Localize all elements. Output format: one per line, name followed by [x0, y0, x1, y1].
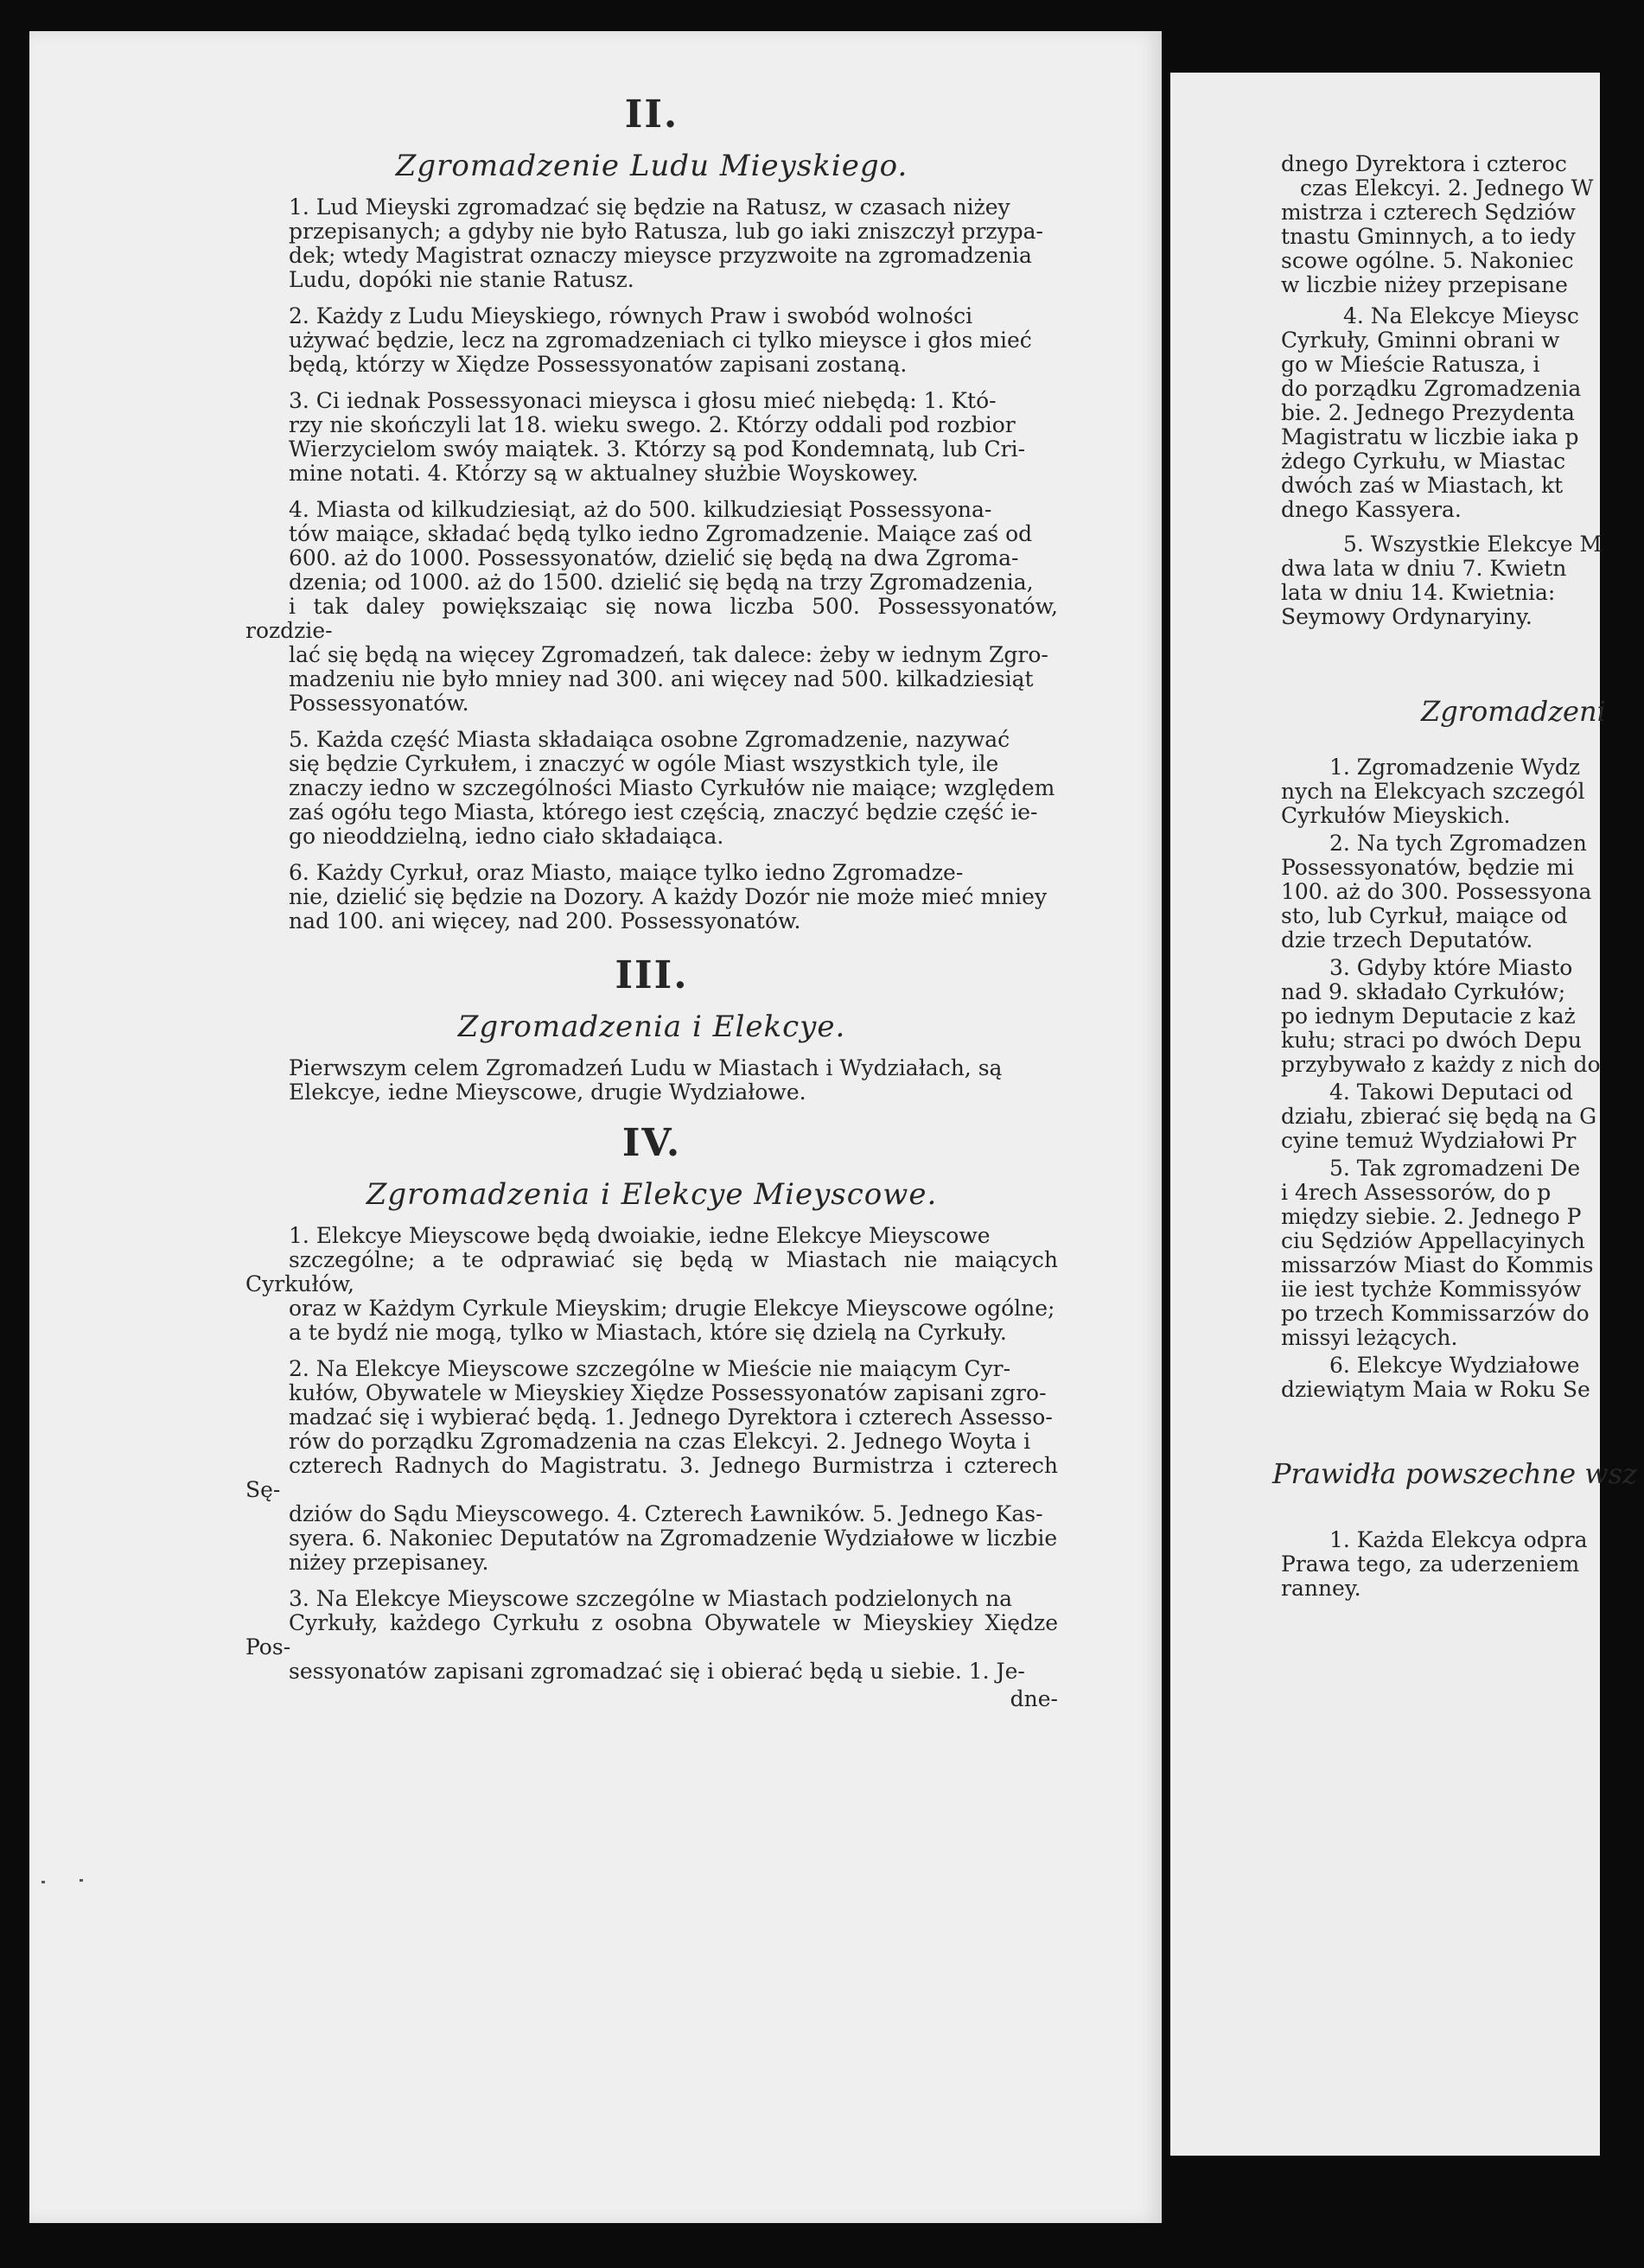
- text-line: 3. Gdyby które Miasto: [1329, 955, 1573, 980]
- text-line: nych na Elekcyach szczegól: [1281, 779, 1585, 804]
- text-line: missyi leżących.: [1281, 1325, 1458, 1350]
- text-line: madzać się i wybierać będą. 1. Jednego Dyrektora i czterech Assesso-: [289, 1405, 1053, 1430]
- text-line: dnego Dyrektora i czteroc: [1281, 151, 1567, 176]
- text-line: tnastu Gminnych, a to iedy: [1281, 224, 1576, 249]
- text-line: lać się będą na więcey Zgromadzeń, tak dalece: żeby w iednym Zgro-: [289, 642, 1048, 667]
- text-line: 2. Każdy z Ludu Mieyskiego, równych Praw i swobód wolności: [289, 303, 973, 328]
- text-block: [1281, 1354, 1644, 1402]
- text-line: będą, którzy w Xiędze Possessyonatów zapisani zostaną.: [289, 352, 908, 377]
- text-line: rów do porządku Zgromadzenia na czas Elekcyi. 2. Jednego Woyta i: [289, 1429, 1031, 1454]
- right-text-column: [1272, 73, 1644, 1601]
- text-line: 4. Miasta od kilkudziesiąt, aż do 500. kilkudziesiąt Possessyona-: [289, 497, 992, 522]
- text-line: sto, lub Cyrkuł, maiące od: [1281, 903, 1568, 928]
- text-line: Pierwszym celem Zgromadzeń Ludu w Miastach i Wydziałach, są: [289, 1055, 1003, 1080]
- text-line: iie iest tychże Kommissyów: [1281, 1277, 1582, 1302]
- paragraph: [245, 1056, 1058, 1105]
- text-line: po trzech Kommissarzów do: [1281, 1301, 1590, 1326]
- text-line: mistrza i czterech Sędziów: [1281, 200, 1576, 225]
- text-block: [1281, 1080, 1644, 1153]
- text-line: Ludu, dopóki nie stanie Ratusz.: [289, 267, 634, 292]
- text-line: go nieoddzielną, iedno ciało składaiąca.: [289, 824, 724, 849]
- text-line: cyine temuż Wydziałowi Pr: [1281, 1128, 1577, 1153]
- text-line: 1. Każda Elekcya odpra: [1329, 1527, 1588, 1552]
- paragraph: [245, 728, 1058, 849]
- text-line: żdego Cyrkułu, w Miastac: [1281, 449, 1566, 474]
- text-line: kułu; straci po dwóch Depu: [1281, 1028, 1582, 1053]
- paragraph: [245, 1587, 1058, 1684]
- text-line: Magistratu w liczbie iaka p: [1281, 424, 1579, 449]
- paragraph: [245, 389, 1058, 486]
- text-line: przybywało z każdy z nich do: [1281, 1052, 1601, 1077]
- text-line: scowe ogólne. 5. Nakoniec: [1281, 248, 1574, 273]
- text-line: 5. Tak zgromadzeni De: [1329, 1156, 1581, 1181]
- text-line: 3. Ci iednak Possessyonaci mieysca i głosu mieć niebędą: 1. Któ-: [289, 388, 997, 413]
- catchword: dne-: [1010, 1686, 1058, 1711]
- text-line: a te bydź nie mogą, tylko w Miastach, które się dzielą na Cyrkuły.: [289, 1320, 1007, 1345]
- text-line: 6. Każdy Cyrkuł, oraz Miasto, maiące tylko iedno Zgromadze-: [289, 860, 964, 885]
- section-title: Prawidła powszechne wsz: [1272, 1457, 1637, 1490]
- paragraph: [245, 1357, 1058, 1575]
- right-page: [1170, 73, 1637, 2156]
- text-line: mine notati. 4. Którzy są w aktualney służbie Woyskowey.: [289, 461, 919, 486]
- text-line: dnego Kassyera.: [1281, 497, 1462, 522]
- text-line: działu, zbierać się będą na G: [1281, 1104, 1597, 1129]
- paragraph: [245, 1224, 1058, 1345]
- text-line: ranney.: [1281, 1576, 1361, 1601]
- text-line: po iednym Deputacie z każ: [1281, 1003, 1576, 1029]
- text-line: 2. Na tych Zgromadzen: [1329, 831, 1587, 856]
- text-line: dziów do Sądu Mieyscowego. 4. Czterech Ławników. 5. Jednego Kas-: [289, 1501, 1043, 1526]
- text-line: Possessyonatów, będzie mi: [1281, 855, 1574, 880]
- text-line: między siebie. 2. Jednego P: [1281, 1204, 1582, 1229]
- text-line: szczególne; a te odprawiać się będą w Miastach nie maiących Cyrkułów,: [245, 1247, 1058, 1296]
- text-line: sessyonatów zapisani zgromadzać się i obierać będą u siebie. 1. Je-: [289, 1659, 1025, 1684]
- text-line: dzenia; od 1000. aż do 1500. dzielić się będą na trzy Zgromadzenia,: [289, 570, 1034, 595]
- text-line: go w Mieście Ratusza, i: [1281, 352, 1540, 377]
- paragraph: [245, 195, 1058, 292]
- text-line: przepisanych; a gdyby nie było Ratusza, lub go iaki zniszczył przypa-: [289, 219, 1043, 244]
- text-line: i 4rech Assessorów, do p: [1281, 1180, 1552, 1205]
- text-line: dzie trzech Deputatów.: [1281, 927, 1533, 952]
- text-line: Possessyonatów.: [289, 691, 469, 716]
- text-line: Cyrkuły, Gminni obrani w: [1281, 328, 1560, 353]
- left-page: [29, 31, 1162, 2223]
- section-numeral: III.: [615, 953, 689, 997]
- text-line: oraz w Każdym Cyrkule Mieyskim; drugie Elekcye Mieyscowe ogólne;: [289, 1296, 1055, 1321]
- section-numeral: II.: [624, 92, 679, 137]
- text-line: 600. aż do 1000. Possessyonatów, dzielić się będą na dwa Zgroma-: [289, 545, 1019, 570]
- text-block: [1281, 304, 1644, 522]
- text-line: madzeniu nie było mniey nad 300. ani więcey nad 500. kilkadziesiąt: [289, 666, 1034, 691]
- text-line: Wierzycielom swóy maiątek. 3. Którzy są pod Kondemnatą, lub Cri-: [289, 436, 1026, 462]
- section-title: Zgromadzenie Ludu Mieyskiego.: [395, 149, 908, 183]
- text-line: 100. aż do 300. Possessyona: [1281, 879, 1592, 904]
- text-line: 1. Lud Mieyski zgromadzać się będzie na Ratusz, w czasach niżey: [289, 194, 1010, 220]
- text-block: [1281, 532, 1644, 629]
- text-line: syera. 6. Nakoniec Deputatów na Zgromadzenie Wydziałowe w liczbie: [289, 1526, 1058, 1551]
- text-line: 5. Każda część Miasta składaiąca osobne Zgromadzenie, nazywać: [289, 727, 1010, 752]
- text-line: nad 100. ani więcey, nad 200. Possessyonatów.: [289, 908, 801, 933]
- text-line: w liczbie niżey przepisane: [1281, 272, 1568, 297]
- text-line: nad 9. składało Cyrkułów;: [1281, 979, 1566, 1004]
- text-line: Elekcye, iedne Mieyscowe, drugie Wydziałowe.: [289, 1080, 806, 1105]
- text-line: 4. Takowi Deputaci od: [1329, 1080, 1573, 1105]
- text-line: Cyrkuły, każdego Cyrkułu z osobna Obywatele w Mieyskiey Xiędze Pos-: [245, 1610, 1058, 1660]
- text-line: używać będzie, lecz na zgromadzeniach ci tylko mieysce i głos mieć: [289, 328, 1032, 353]
- section-title: Zgromadzenia i Elekcye.: [457, 1010, 846, 1044]
- text-line: zaś ogółu tego Miasta, którego iest częścią, znaczyć będzie część ie-: [289, 800, 1038, 825]
- text-line: nie, dzielić się będzie na Dozory. A każdy Dozór nie może mieć mniey: [289, 884, 1048, 909]
- text-line: niżey przepisaney.: [289, 1550, 489, 1575]
- scan-speck: [41, 1881, 45, 1883]
- paragraph: [245, 498, 1058, 716]
- section-title: Zgromadzenia i Elekcye Mieyscowe.: [366, 1177, 938, 1212]
- text-line: i tak daley powiększaiąc się nowa liczba 500. Possessyonatów, rozdzie-: [245, 594, 1058, 643]
- text-line: się będzie Cyrkułem, i znaczyć w ogóle Miast wszystkich tyle, ile: [289, 751, 999, 776]
- text-line: Seymowy Ordynaryiny.: [1281, 604, 1532, 629]
- text-line: 1. Zgromadzenie Wydz: [1329, 755, 1581, 780]
- text-line: ciu Sędziów Appellacyinych: [1281, 1228, 1585, 1253]
- text-block: [1281, 152, 1644, 297]
- text-block: [1281, 755, 1644, 828]
- text-block: [1281, 831, 1644, 952]
- section-numeral: IV.: [621, 1121, 682, 1165]
- text-line: Cyrkułów Mieyskich.: [1281, 803, 1511, 828]
- text-line: tów maiące, składać będą tylko iedno Zgromadzenie. Maiące zaś od: [289, 521, 1033, 546]
- text-line: dziewiątym Maia w Roku Se: [1281, 1377, 1590, 1402]
- text-line: lata w dniu 14. Kwietnia:: [1281, 580, 1556, 605]
- text-line: rzy nie skończyli lat 18. wieku swego. 2. Którzy oddali pod rozbior: [289, 412, 1016, 437]
- text-line: znaczy iedno w szczególności Miasto Cyrkułów nie maiące; względem: [289, 775, 1055, 800]
- text-line: czterech Radnych do Magistratu. 3. Jednego Burmistrza i czterech Sę-: [245, 1453, 1058, 1502]
- text-line: 2. Na Elekcye Mieyscowe szczególne w Mieście nie maiącym Cyr-: [289, 1356, 1011, 1381]
- text-line: czas Elekcyi. 2. Jednego W: [1300, 175, 1594, 201]
- text-line: missarzów Miast do Kommis: [1281, 1252, 1594, 1277]
- text-line: bie. 2. Jednego Prezydenta: [1281, 400, 1575, 425]
- text-line: 6. Elekcye Wydziałowe: [1329, 1353, 1580, 1378]
- left-text-column: [245, 31, 1058, 1711]
- text-block: [1281, 1528, 1644, 1601]
- text-line: dwa lata w dniu 7. Kwietn: [1281, 556, 1567, 581]
- paragraph: [245, 861, 1058, 933]
- text-line: Prawa tego, za uderzeniem: [1281, 1551, 1580, 1577]
- text-line: kułów, Obywatele w Mieyskiey Xiędze Possessyonatów zapisani zgro-: [289, 1380, 1047, 1405]
- text-block: [1281, 1156, 1644, 1350]
- text-line: 1. Elekcye Mieyscowe będą dwoiakie, iedne Elekcye Mieyscowe: [289, 1223, 991, 1248]
- scan-speck: [80, 1879, 83, 1882]
- text-block: [1281, 956, 1644, 1077]
- text-line: 5. Wszystkie Elekcye M: [1343, 532, 1603, 557]
- text-line: do porządku Zgromadzenia: [1281, 376, 1582, 401]
- section-title: Zgromadzeni: [1421, 695, 1606, 728]
- text-line: 4. Na Elekcye Mieysc: [1343, 303, 1579, 328]
- text-line: dek; wtedy Magistrat oznaczy mieysce przyzwoite na zgromadzenia: [289, 243, 1032, 268]
- text-line: dwóch zaś w Miastach, kt: [1281, 473, 1564, 498]
- paragraph: [245, 304, 1058, 377]
- text-line: 3. Na Elekcye Mieyscowe szczególne w Miastach podzielonych na: [289, 1586, 1012, 1611]
